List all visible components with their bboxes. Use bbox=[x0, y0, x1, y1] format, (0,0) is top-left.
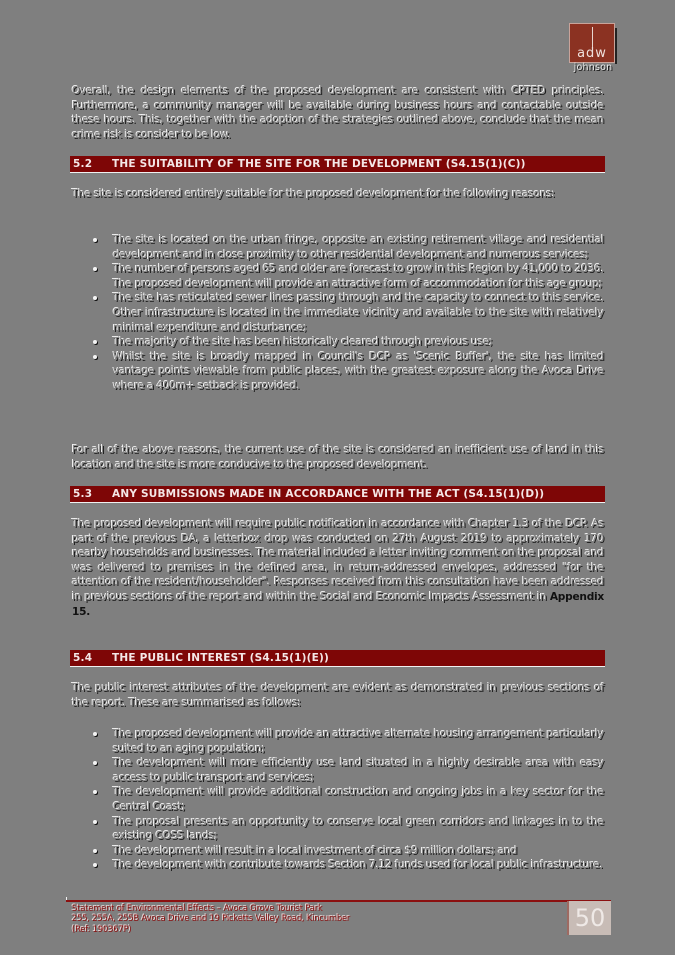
logo-shadow bbox=[615, 28, 617, 64]
list-item: The development with contribute towards Section 7.12 funds used for local public infrastructure. bbox=[72, 858, 604, 873]
section-title: THE SUITABILITY OF THE SITE FOR THE DEVELOPMENT (S4.15(1)(C)) bbox=[112, 158, 526, 170]
section-heading-5-2 bbox=[70, 156, 605, 173]
section-heading-5-4 bbox=[70, 650, 605, 667]
bullet-icon bbox=[93, 820, 97, 824]
list-item: The majority of the site has been historically cleared through previous use; bbox=[72, 335, 604, 350]
list-item: The proposal presents an opportunity to conserve local green corridors and linkages in to the existing COSS lands; bbox=[72, 815, 604, 844]
section-5-3-body: The proposed development will require public notification in accordance with Chapter 1.3 of the DCP. As part of the previous DA, a letterbox drop was conducted on 27th August 2019 to approximately 170 nearby households and businesses. The material included a letter inviting comment on the proposal and was delivered to premises in the defined area, in return-addressed envelopes, addressed "for the attention of the resident/householder". Responses received from this consultation have been addressed in previous sections of the report and within the Social and Economic Impacts Assessment in Appendix 15. bbox=[72, 518, 604, 618]
bullet-icon bbox=[93, 849, 97, 853]
section-number: 5.2 bbox=[73, 158, 93, 170]
list-item: The development will result in a local investment of circa $9 million dollars; and bbox=[72, 844, 604, 859]
list-item: The site is located on the urban fringe, opposite an existing retirement village and residential development and in close proximity to other residential development and numerous services; bbox=[72, 233, 604, 262]
section-number: 5.4 bbox=[73, 652, 93, 664]
page-number: 50 bbox=[567, 901, 611, 935]
bullet-icon bbox=[93, 761, 97, 765]
section-5-4-bullets bbox=[72, 727, 604, 873]
bullet-icon bbox=[93, 863, 97, 867]
section-title: ANY SUBMISSIONS MADE IN ACCORDANCE WITH THE ACT (S4.15(1)(D)) bbox=[112, 488, 545, 500]
footer-line-1: Statement of Environmental Effects – Avoca Grove Tourist Park bbox=[72, 903, 323, 913]
bullet-icon bbox=[93, 238, 97, 242]
appendix-reference: Appendix 15. bbox=[72, 590, 604, 618]
company-logo bbox=[569, 23, 615, 63]
section-5-4-intro: The public interest attributes of the development are evident as demonstrated in previous sections of the report. These are summarised as follows: bbox=[72, 682, 604, 709]
section-heading-5-3 bbox=[70, 486, 605, 503]
section-number: 5.3 bbox=[73, 488, 93, 500]
section-title: THE PUBLIC INTEREST (S4.15(1)(E)) bbox=[112, 652, 329, 664]
logo-letters: adw bbox=[577, 46, 607, 61]
footer-line-3: (Ref: 190367P) bbox=[72, 923, 132, 934]
section-5-2-bullets bbox=[72, 233, 604, 394]
logo-subtitle: johnson bbox=[573, 62, 613, 73]
bullet-icon bbox=[93, 267, 97, 271]
bullet-icon bbox=[93, 296, 97, 300]
bullet-icon bbox=[93, 790, 97, 794]
bullet-icon bbox=[93, 355, 97, 359]
list-item: The proposed development will provide an attractive alternate housing arrangement particularly suited to an aging population; bbox=[72, 727, 604, 756]
footer-line-2: 255, 255A, 255B Avoca Drive and 19 Picketts Valley Road, Kincumber bbox=[72, 913, 351, 924]
list-item: The development will provide additional construction and ongoing jobs in a key sector for the Central Coast; bbox=[72, 785, 604, 814]
bullet-icon bbox=[93, 340, 97, 344]
section-5-2-intro: The site is considered entirely suitable for the proposed development for the following reasons: bbox=[72, 188, 555, 200]
footer-reference bbox=[72, 903, 492, 934]
list-item: Whilst the site is broadly mapped in Council's DCP as 'Scenic Buffer', the site has limited vantage points viewable from public places, with the greatest exposure along the Avoca Drive where a 400m+ setback is provided. bbox=[72, 350, 604, 394]
section-5-2-closing: For all of the above reasons, the current use of the site is considered an inefficient use of land in this location and the site is more conducive to the proposed development. bbox=[72, 444, 604, 471]
footer-divider bbox=[66, 900, 611, 902]
list-item: The development will more efficiently use land situated in a highly desirable area with easy access to public transport and services; bbox=[72, 756, 604, 785]
bullet-icon bbox=[93, 732, 97, 736]
intro-paragraph: Overall, the design elements of the proposed development are consistent with CPTED principles. Furthermore, a community manager will be available during business hours and contactable outside these hours. This, together with the adoption of the strategies outlined above, conclude that the mean crime risk is consider to be low. bbox=[72, 85, 604, 141]
list-item: The site has reticulated sewer lines passing through and the capacity to connect to this service. Other infrastructure is located in the immediate vicinity and available to the site with relatively minimal expenditure and disturbance; bbox=[72, 291, 604, 335]
list-item: The number of persons aged 65 and older are forecast to grow in this Region by 41,000 to 2036. The proposed development will provide an attractive form of accommodation for this age group; bbox=[72, 262, 604, 291]
